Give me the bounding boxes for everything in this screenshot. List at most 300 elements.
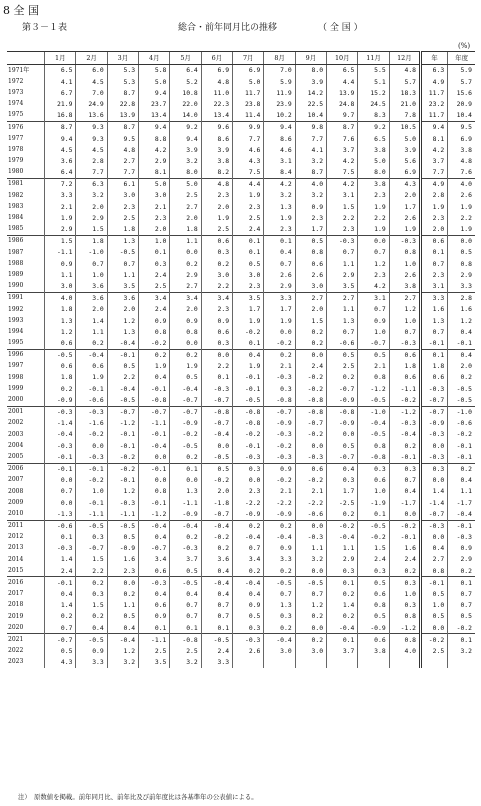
value-cell: 13.9 (327, 87, 358, 98)
value-cell: -0.4 (107, 338, 138, 350)
value-cell: 2.0 (295, 304, 326, 315)
value-cell: 1.9 (264, 212, 295, 223)
year-cell: 2005 (8, 452, 24, 460)
value-cell: -0.3 (295, 451, 326, 463)
value-cell: 1.7 (233, 304, 264, 315)
value-cell: 0.5 (448, 611, 475, 622)
value-cell: 1.3 (327, 315, 358, 326)
value-cell: 22.3 (201, 99, 232, 110)
value-cell: -0.1 (45, 577, 76, 589)
value-cell: 1.6 (389, 543, 420, 554)
value-cell: 2.9 (448, 269, 475, 280)
value-cell: 2.5 (170, 190, 201, 201)
value-cell: 0.2 (45, 611, 76, 622)
value-cell: -0.1 (448, 338, 475, 350)
value-cell: 5.3 (107, 76, 138, 87)
value-cell: -1.0 (76, 247, 107, 258)
table-row (7, 646, 475, 657)
value-cell: 11.9 (264, 87, 295, 98)
value-cell: 4.8 (201, 178, 232, 190)
value-cell: 1.9 (233, 361, 264, 372)
value-cell: -0.4 (170, 520, 201, 532)
year-cell: 1990 (8, 282, 24, 290)
value-cell: 2.5 (421, 646, 448, 657)
value-cell: 0.5 (45, 646, 76, 657)
value-cell: 2.3 (358, 190, 389, 201)
value-cell: 0.0 (45, 475, 76, 486)
value-cell: 0.4 (76, 622, 107, 634)
value-cell: 1.1 (76, 326, 107, 337)
value-cell: 3.5 (139, 657, 170, 668)
value-cell: 1.1 (107, 269, 138, 280)
value-cell: 7.6 (448, 167, 475, 179)
year-cell: 1999 (8, 384, 24, 392)
value-cell: 2.9 (139, 156, 170, 167)
value-cell: 9.8 (295, 121, 326, 133)
value-cell: 2.3 (233, 486, 264, 497)
value-cell: 2.9 (170, 269, 201, 280)
value-cell: 0.4 (107, 622, 138, 634)
value-cell: 2.3 (107, 565, 138, 577)
value-cell: 3.2 (448, 646, 475, 657)
value-cell: 2.2 (358, 212, 389, 223)
value-cell: 3.3 (45, 190, 76, 201)
value-cell: -0.2 (170, 429, 201, 440)
value-cell: 0.1 (327, 577, 358, 589)
value-cell: 7.0 (76, 87, 107, 98)
value-cell: -0.7 (170, 394, 201, 406)
value-cell: -0.1 (448, 451, 475, 463)
value-cell: 0.4 (327, 463, 358, 475)
value-cell: 0.8 (358, 440, 389, 451)
value-cell: -1.0 (448, 406, 475, 418)
value-cell: 2.4 (295, 361, 326, 372)
value-cell: -0.5 (358, 429, 389, 440)
value-cell: 4.0 (389, 646, 420, 657)
value-cell: 0.4 (45, 589, 76, 600)
table-row (7, 394, 475, 406)
value-cell: -0.7 (358, 338, 389, 350)
value-cell: 8.6 (264, 133, 295, 144)
value-cell: 6.9 (448, 133, 475, 144)
value-cell: 2.2 (201, 281, 232, 293)
value-cell: 5.9 (264, 76, 295, 87)
column-header: 10月 (327, 52, 358, 65)
value-cell: 0.7 (448, 589, 475, 600)
value-cell: 3.1 (264, 156, 295, 167)
year-cell: 2001 (7, 406, 45, 418)
value-cell: 3.1 (421, 281, 448, 293)
value-cell: -0.7 (327, 451, 358, 463)
value-cell: 10.4 (295, 110, 326, 122)
value-cell: 5.9 (448, 65, 475, 77)
value-cell: -0.7 (107, 406, 138, 418)
value-cell: -1.1 (389, 383, 420, 394)
table-row (7, 224, 475, 236)
value-cell: -0.9 (170, 418, 201, 429)
value-cell: 0.6 (295, 463, 326, 475)
value-cell: 0.4 (139, 589, 170, 600)
value-cell: 6.5 (327, 65, 358, 77)
value-cell: 8.6 (201, 133, 232, 144)
value-cell: 5.2 (170, 76, 201, 87)
value-cell: 2.7 (295, 292, 326, 304)
value-cell: -0.5 (448, 383, 475, 394)
value-cell: 8.7 (45, 121, 76, 133)
table-row (7, 657, 475, 668)
value-cell: 0.2 (201, 258, 232, 269)
value-cell: 1.5 (358, 543, 389, 554)
value-cell: 9.3 (76, 121, 107, 133)
year-cell: 2004 (8, 441, 24, 449)
value-cell: 10.8 (170, 87, 201, 98)
year-cell: 1996 (7, 349, 45, 361)
value-cell: -0.5 (358, 520, 389, 532)
value-cell: 4.8 (389, 65, 420, 77)
value-cell: 0.2 (76, 338, 107, 350)
value-cell: 2.0 (448, 361, 475, 372)
value-cell: 0.2 (170, 258, 201, 269)
value-cell: 2.4 (358, 554, 389, 565)
value-cell: 9.7 (327, 110, 358, 122)
table-row (7, 532, 475, 543)
value-cell: 1.9 (139, 361, 170, 372)
column-header-row (7, 52, 475, 65)
value-cell: 3.4 (201, 292, 232, 304)
value-cell: 2.5 (233, 212, 264, 223)
value-cell: 2.4 (389, 554, 420, 565)
value-cell: -0.5 (201, 634, 232, 646)
value-cell: 0.2 (327, 372, 358, 383)
value-cell: 0.1 (358, 508, 389, 520)
table-row (7, 258, 475, 269)
value-cell: -0.9 (45, 394, 76, 406)
value-cell: 1.9 (170, 361, 201, 372)
value-cell: 4.8 (201, 76, 232, 87)
value-cell: 6.3 (421, 65, 448, 77)
value-cell: 3.9 (389, 144, 420, 155)
value-cell: 0.9 (76, 646, 107, 657)
value-cell: 0.6 (139, 600, 170, 611)
value-cell: 9.9 (233, 121, 264, 133)
value-cell: -0.5 (170, 440, 201, 451)
value-cell: -0.9 (170, 508, 201, 520)
value-cell: -0.1 (107, 429, 138, 440)
value-cell: 2.1 (295, 486, 326, 497)
value-cell: -0.2 (421, 634, 448, 646)
value-cell: 6.9 (233, 65, 264, 77)
value-cell: -0.3 (76, 406, 107, 418)
value-cell: 9.2 (170, 121, 201, 133)
value-cell: 1.9 (201, 212, 232, 223)
value-cell: -0.5 (295, 577, 326, 589)
year-cell: 1994 (8, 327, 24, 335)
year-cell: 2020 (8, 623, 24, 631)
value-cell: 2.0 (170, 304, 201, 315)
table-row (7, 634, 475, 646)
value-cell: 11.4 (233, 110, 264, 122)
value-cell: 3.3 (201, 657, 232, 668)
year-cell: 2010 (8, 509, 24, 517)
value-cell: 2.9 (327, 269, 358, 280)
table-row (7, 543, 475, 554)
value-cell: -1.8 (201, 497, 232, 508)
value-cell: -0.5 (358, 394, 389, 406)
value-cell: 6.9 (201, 65, 232, 77)
year-cell: 1991 (7, 292, 45, 304)
value-cell: -0.6 (448, 418, 475, 429)
value-cell: 9.4 (45, 133, 76, 144)
value-cell: -1.0 (358, 406, 389, 418)
value-cell: 0.5 (421, 611, 448, 622)
value-cell: 3.0 (107, 190, 138, 201)
value-cell: -0.3 (389, 235, 420, 247)
table-row (7, 383, 475, 394)
table-row (7, 121, 475, 133)
value-cell: -0.8 (170, 634, 201, 646)
table-row (7, 565, 475, 577)
value-cell: -0.7 (421, 394, 448, 406)
value-cell: 1.9 (233, 190, 264, 201)
value-cell: 3.6 (45, 156, 76, 167)
value-cell: 1.0 (389, 258, 420, 269)
value-cell: 0.3 (389, 600, 420, 611)
value-cell: 7.2 (45, 178, 76, 190)
value-cell: 0.5 (448, 247, 475, 258)
value-cell: 0.1 (45, 532, 76, 543)
year-cell: 1995 (8, 339, 24, 347)
value-cell: -1.2 (389, 406, 420, 418)
value-cell: 0.0 (139, 475, 170, 486)
value-cell: 1.3 (107, 326, 138, 337)
value-cell: 0.4 (139, 532, 170, 543)
value-cell: 9.4 (421, 121, 448, 133)
value-cell: -0.6 (45, 520, 76, 532)
value-cell: 0.8 (358, 372, 389, 383)
value-cell: 0.0 (421, 532, 448, 543)
value-cell: 0.1 (201, 372, 232, 383)
value-cell: 2.4 (139, 304, 170, 315)
value-cell: -0.4 (139, 520, 170, 532)
value-cell: 0.9 (139, 611, 170, 622)
value-cell: 2.6 (448, 190, 475, 201)
year-cell: 1976 (7, 121, 45, 133)
value-cell: 0.0 (139, 451, 170, 463)
table-title: 総合・前年同月比の推移 (178, 23, 278, 33)
value-cell: 2.3 (421, 269, 448, 280)
value-cell: 11.7 (421, 110, 448, 122)
value-cell: 16.8 (45, 110, 76, 122)
value-cell: 5.0 (358, 156, 389, 167)
value-cell: 3.2 (295, 554, 326, 565)
value-cell: 3.2 (170, 156, 201, 167)
value-cell: 0.7 (327, 326, 358, 337)
value-cell: 1.2 (107, 486, 138, 497)
year-cell: 2002 (8, 419, 24, 427)
value-cell: 0.7 (264, 589, 295, 600)
value-cell: -0.3 (264, 429, 295, 440)
table-row (7, 110, 475, 122)
value-cell: 0.6 (201, 326, 232, 337)
value-cell: 0.6 (295, 258, 326, 269)
value-cell: -2.2 (233, 497, 264, 508)
value-cell: 0.7 (295, 589, 326, 600)
table-row (7, 144, 475, 155)
value-cell: 2.4 (139, 269, 170, 280)
value-cell: 0.7 (201, 611, 232, 622)
value-cell: 2.0 (76, 201, 107, 212)
value-cell: -0.8 (358, 451, 389, 463)
value-cell: 7.7 (233, 133, 264, 144)
value-cell: -0.9 (233, 508, 264, 520)
value-cell: 2.3 (139, 212, 170, 223)
value-cell: 9.2 (358, 121, 389, 133)
value-cell: -0.2 (358, 532, 389, 543)
value-cell: -1.9 (358, 497, 389, 508)
value-cell: 0.8 (170, 326, 201, 337)
value-cell: 23.2 (421, 99, 448, 110)
value-cell: 0.6 (45, 338, 76, 350)
value-cell: 2.4 (45, 565, 76, 577)
value-cell: -0.4 (233, 532, 264, 543)
value-cell: -0.3 (264, 451, 295, 463)
value-cell: 8.7 (295, 167, 326, 179)
value-cell: 0.7 (170, 611, 201, 622)
year-cell: 2017 (8, 590, 24, 598)
table-row (7, 65, 475, 77)
value-cell: 3.7 (327, 646, 358, 657)
value-cell: 1.0 (421, 600, 448, 611)
value-cell: 7.6 (327, 133, 358, 144)
value-cell: 1.7 (389, 201, 420, 212)
column-header: 1月 (45, 52, 76, 65)
value-cell: -0.9 (327, 418, 358, 429)
value-cell: 0.7 (264, 258, 295, 269)
value-cell: -0.2 (295, 383, 326, 394)
value-cell: -0.4 (389, 429, 420, 440)
value-cell: -0.2 (107, 451, 138, 463)
value-cell: 0.5 (233, 258, 264, 269)
value-cell: 0.1 (233, 338, 264, 350)
value-cell: -0.8 (233, 418, 264, 429)
value-cell: 9.4 (139, 87, 170, 98)
value-cell: 1.8 (389, 361, 420, 372)
value-cell: 0.0 (421, 440, 448, 451)
year-cell: 2011 (7, 520, 45, 532)
value-cell: 13.4 (201, 110, 232, 122)
value-cell (421, 657, 448, 668)
value-cell: 0.3 (421, 463, 448, 475)
value-cell: 0.0 (295, 565, 326, 577)
value-cell: 0.6 (389, 372, 420, 383)
value-cell: 8.0 (358, 167, 389, 179)
value-cell: -0.3 (421, 429, 448, 440)
value-cell: 1.2 (448, 315, 475, 326)
value-cell: 1.7 (264, 304, 295, 315)
value-cell: 0.2 (233, 565, 264, 577)
value-cell: -0.5 (264, 577, 295, 589)
value-cell: -0.4 (327, 622, 358, 634)
value-cell (389, 657, 420, 668)
year-cell: 2022 (8, 647, 24, 655)
value-cell: 4.2 (421, 144, 448, 155)
value-cell: 0.5 (327, 349, 358, 361)
value-cell: 0.2 (76, 611, 107, 622)
value-cell: 3.6 (76, 292, 107, 304)
value-cell: 2.0 (170, 212, 201, 223)
value-cell: 0.3 (264, 611, 295, 622)
value-cell: 0.4 (389, 486, 420, 497)
table-row (7, 600, 475, 611)
value-cell: -0.8 (327, 406, 358, 418)
value-cell: 3.8 (201, 156, 232, 167)
value-cell: 1.9 (45, 212, 76, 223)
value-cell: 4.3 (389, 178, 420, 190)
value-cell: -0.3 (421, 383, 448, 394)
value-cell: 0.5 (358, 349, 389, 361)
table-row (7, 235, 475, 247)
value-cell: 4.9 (421, 76, 448, 87)
value-cell: 0.1 (421, 247, 448, 258)
value-cell: -0.1 (139, 429, 170, 440)
value-cell: -0.8 (295, 406, 326, 418)
table-row (7, 577, 475, 589)
value-cell: 0.3 (389, 577, 420, 589)
value-cell: 0.9 (170, 315, 201, 326)
column-header: 6月 (201, 52, 232, 65)
value-cell: 1.9 (358, 201, 389, 212)
value-cell: 9.5 (107, 133, 138, 144)
year-cell: 2016 (7, 577, 45, 589)
table-row (7, 178, 475, 190)
value-cell: 5.7 (448, 76, 475, 87)
year-cell: 2013 (8, 544, 24, 552)
value-cell: 0.4 (170, 589, 201, 600)
table-row (7, 429, 475, 440)
value-cell: -1.1 (139, 634, 170, 646)
value-cell: 0.2 (264, 622, 295, 634)
value-cell: -0.3 (45, 440, 76, 451)
value-cell: 1.0 (358, 486, 389, 497)
value-cell: -0.3 (201, 383, 232, 394)
value-cell: 2.3 (201, 190, 232, 201)
year-cell: 1973 (8, 88, 24, 96)
value-cell: -0.4 (448, 508, 475, 520)
value-cell: -0.3 (421, 520, 448, 532)
table-row (7, 326, 475, 337)
value-cell: -0.3 (139, 577, 170, 589)
column-header: 年 (421, 52, 448, 65)
value-cell: 0.6 (421, 235, 448, 247)
year-cell: 1989 (8, 270, 24, 278)
value-cell: -0.1 (448, 520, 475, 532)
value-cell: 2.8 (448, 292, 475, 304)
value-cell: 0.5 (107, 611, 138, 622)
value-cell: 0.7 (45, 622, 76, 634)
value-cell: 3.6 (76, 281, 107, 293)
value-cell: 3.4 (139, 554, 170, 565)
value-cell: 2.4 (201, 646, 232, 657)
value-cell: 4.1 (45, 76, 76, 87)
value-cell: -0.2 (139, 338, 170, 350)
value-cell: 1.4 (327, 600, 358, 611)
value-cell: 2.1 (264, 486, 295, 497)
value-cell: 0.7 (389, 326, 420, 337)
year-cell: 2008 (8, 487, 24, 495)
year-cell: 1971年 (8, 66, 30, 74)
value-cell: 2.3 (264, 224, 295, 236)
value-cell: 4.2 (327, 156, 358, 167)
